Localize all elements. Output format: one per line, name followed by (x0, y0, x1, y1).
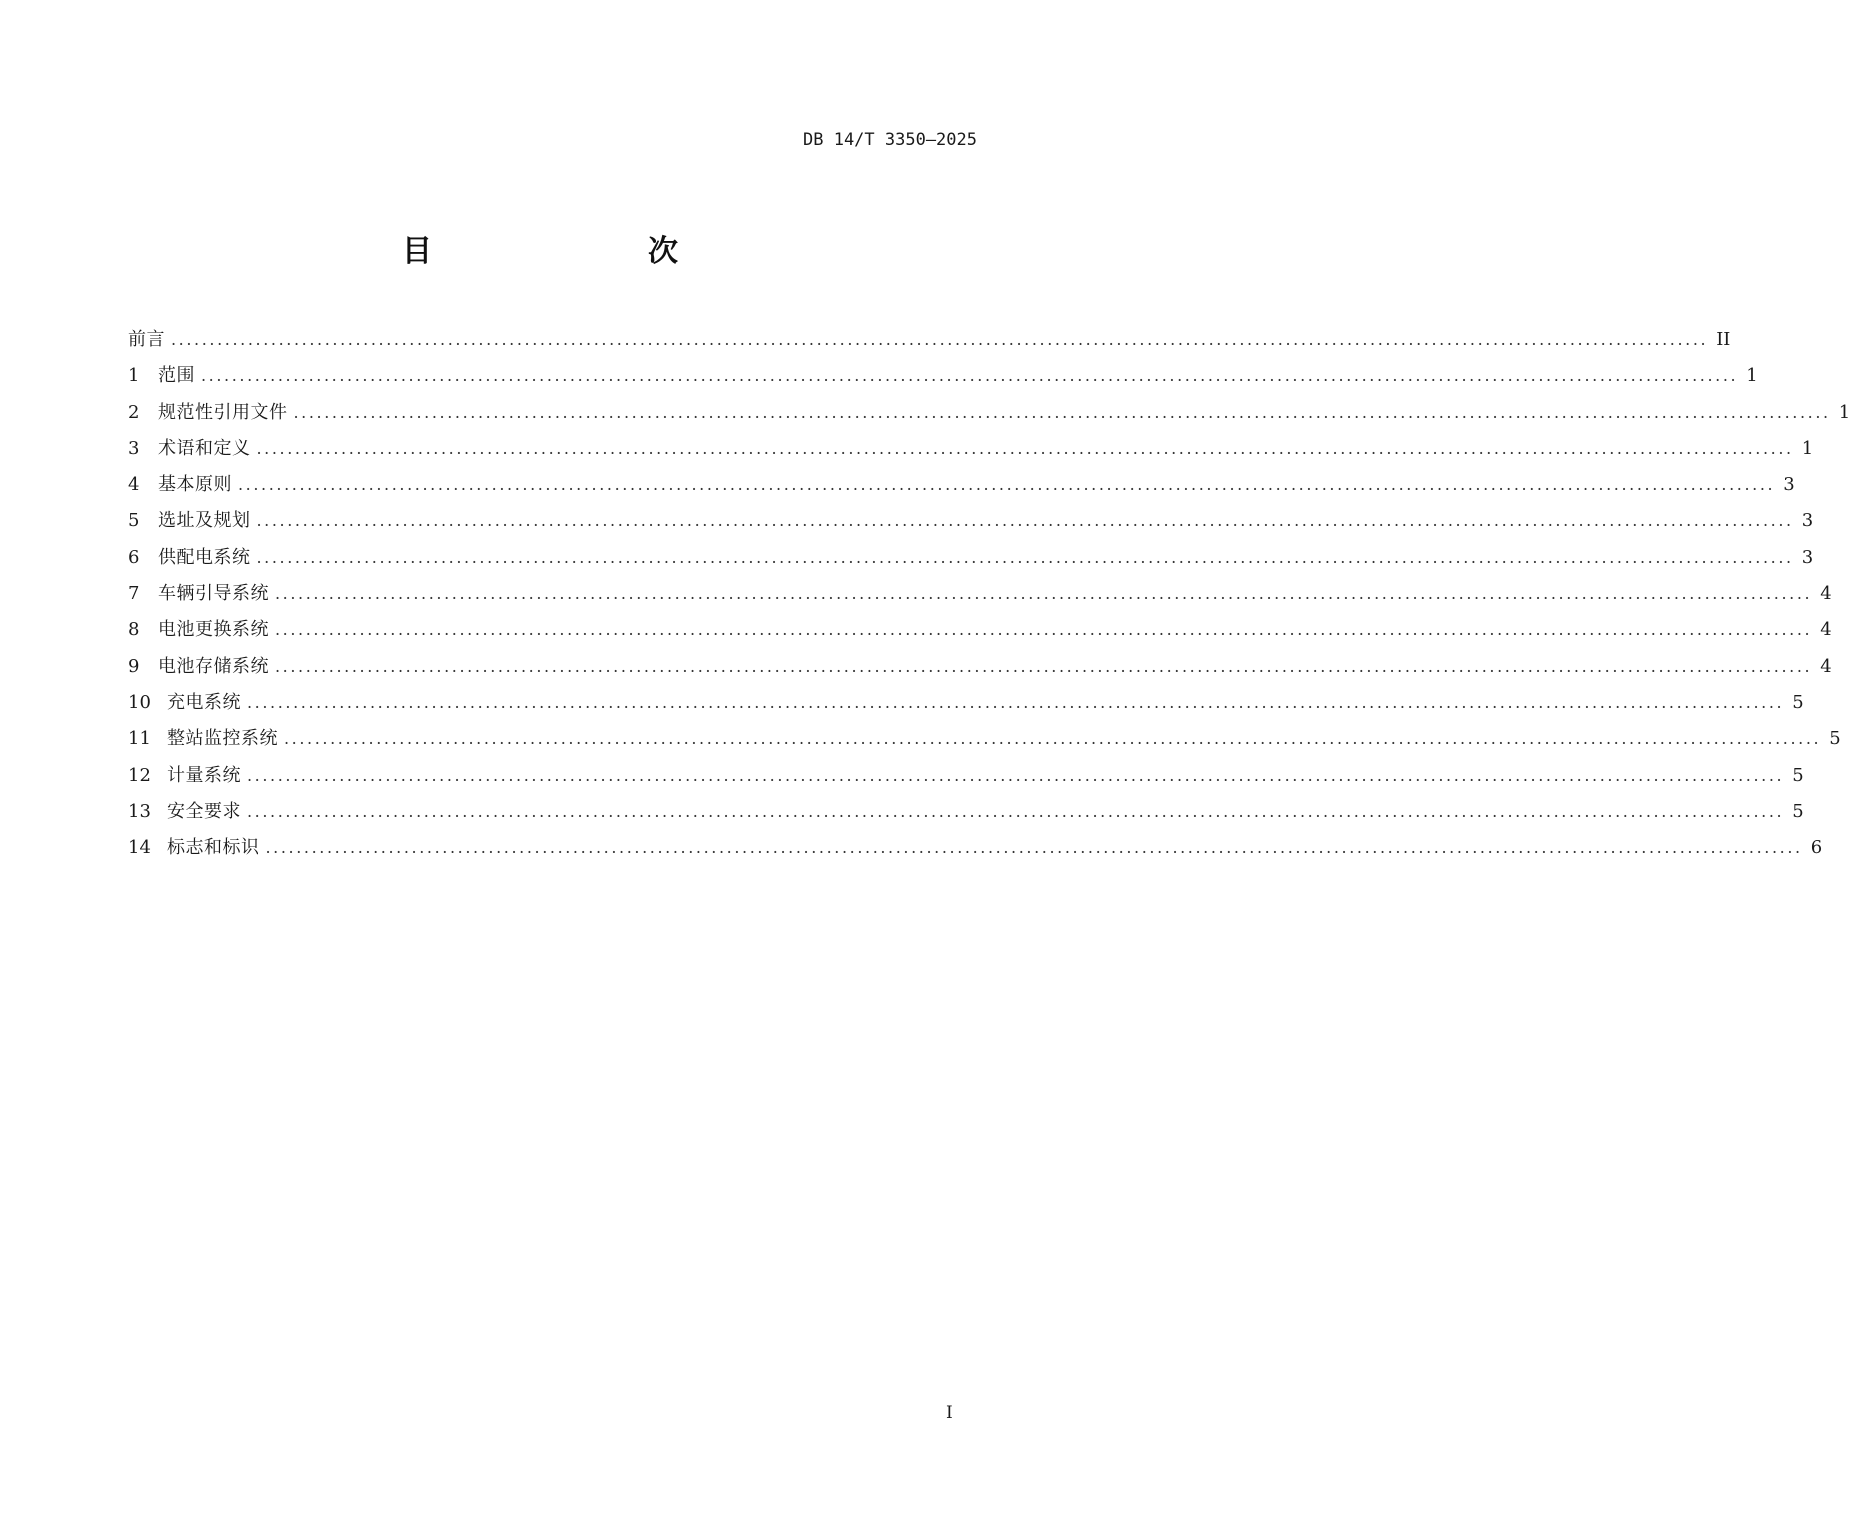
toc-entry-9[interactable] (128, 649, 1832, 685)
toc-dot-leader: ........................................................................................................................................................................................................ (256, 511, 1794, 531)
toc-entry-number: 13 (128, 800, 151, 822)
toc-entry-label: 范围 (158, 365, 195, 387)
toc-entry-page: 3 (1783, 474, 1795, 496)
toc-dot-leader: ........................................................................................................................................................................................................ (275, 620, 1813, 640)
toc-entry-number: 5 (128, 510, 140, 532)
toc-entry-label: 充电系统 (167, 691, 241, 713)
toc-entry-3[interactable] (128, 431, 1814, 467)
toc-entry-number: 6 (128, 546, 140, 568)
page-number: I (946, 1403, 953, 1423)
toc-entry-page: 5 (1792, 800, 1804, 822)
toc-entry-2[interactable] (128, 395, 1850, 431)
table-of-contents (128, 322, 1850, 866)
toc-dot-leader: ........................................................................................................................................................................................................ (247, 801, 1785, 821)
toc-entry-13[interactable] (128, 794, 1804, 830)
toc-entry-page: 4 (1820, 619, 1832, 641)
toc-entry-page: 4 (1820, 583, 1832, 605)
toc-entry-page: 5 (1792, 691, 1804, 713)
toc-entry-1[interactable] (128, 358, 1758, 394)
toc-dot-leader: ........................................................................................................................................................................................................ (265, 838, 1803, 858)
toc-entry-label: 供配电系统 (158, 546, 251, 568)
toc-entry-label: 电池存储系统 (158, 655, 269, 677)
toc-dot-leader: ........................................................................................................................................................................................................ (247, 692, 1785, 712)
toc-dot-leader: ........................................................................................................................................................................................................ (201, 366, 1739, 386)
toc-entry-11[interactable] (128, 721, 1841, 757)
standard-code: DB 14/T 3350—2025 (803, 130, 977, 150)
toc-entry-page: 1 (1838, 401, 1850, 423)
toc-entry-10[interactable] (128, 685, 1804, 721)
toc-entry-page: 4 (1820, 655, 1832, 677)
page-title: 目 次 (402, 234, 730, 269)
toc-dot-leader: ........................................................................................................................................................................................................ (256, 438, 1794, 458)
toc-entry-6[interactable] (128, 540, 1814, 576)
toc-entry-8[interactable] (128, 612, 1832, 648)
toc-entry-number: 4 (128, 474, 140, 496)
toc-entry-label: 计量系统 (167, 764, 241, 786)
toc-entry-number: 2 (128, 401, 140, 423)
toc-entry-label: 安全要求 (167, 800, 241, 822)
toc-entry-4[interactable] (128, 467, 1795, 503)
toc-entry-label: 选址及规划 (158, 510, 251, 532)
toc-entry-12[interactable] (128, 758, 1804, 794)
toc-entry-page: 5 (1792, 764, 1804, 786)
toc-entry-page: 1 (1801, 437, 1814, 459)
toc-entry-label: 前言 (128, 329, 165, 350)
toc-entry-page: 3 (1801, 546, 1814, 568)
toc-entry-label: 规范性引用文件 (158, 401, 288, 423)
toc-entry-number: 7 (128, 583, 140, 605)
toc-dot-leader: ........................................................................................................................................................................................................ (171, 330, 1709, 349)
toc-entry-foreword[interactable] (128, 322, 1731, 358)
toc-entry-page: II (1716, 329, 1731, 350)
toc-dot-leader: ........................................................................................................................................................................................................ (275, 656, 1813, 676)
toc-dot-leader: ........................................................................................................................................................................................................ (284, 729, 1822, 749)
toc-entry-number: 9 (128, 655, 140, 677)
toc-entry-label: 车辆引导系统 (158, 583, 269, 605)
toc-entry-number: 12 (128, 764, 151, 786)
toc-dot-leader: ........................................................................................................................................................................................................ (238, 475, 1776, 495)
toc-entry-page: 1 (1746, 365, 1758, 387)
toc-entry-label: 基本原则 (158, 474, 232, 496)
toc-dot-leader: ........................................................................................................................................................................................................ (247, 765, 1785, 785)
toc-entry-number: 8 (128, 619, 140, 641)
toc-entry-label: 电池更换系统 (158, 619, 269, 641)
toc-entry-label: 术语和定义 (158, 437, 251, 459)
toc-entry-7[interactable] (128, 576, 1832, 612)
toc-entry-page: 5 (1829, 728, 1841, 750)
toc-entry-number: 3 (128, 437, 140, 459)
toc-entry-number: 10 (128, 691, 151, 713)
toc-entry-number: 1 (128, 365, 140, 387)
toc-dot-leader: ........................................................................................................................................................................................................ (275, 584, 1813, 604)
toc-entry-number: 14 (128, 837, 151, 859)
toc-dot-leader: ........................................................................................................................................................................................................ (256, 547, 1794, 567)
toc-entry-5[interactable] (128, 503, 1814, 539)
toc-entry-label: 标志和标识 (167, 837, 260, 859)
toc-dot-leader: ........................................................................................................................................................................................................ (293, 402, 1831, 422)
toc-entry-label: 整站监控系统 (167, 728, 278, 750)
toc-entry-page: 6 (1810, 837, 1823, 859)
toc-entry-14[interactable] (128, 830, 1823, 866)
toc-entry-number: 11 (128, 728, 151, 750)
toc-entry-page: 3 (1801, 510, 1814, 532)
